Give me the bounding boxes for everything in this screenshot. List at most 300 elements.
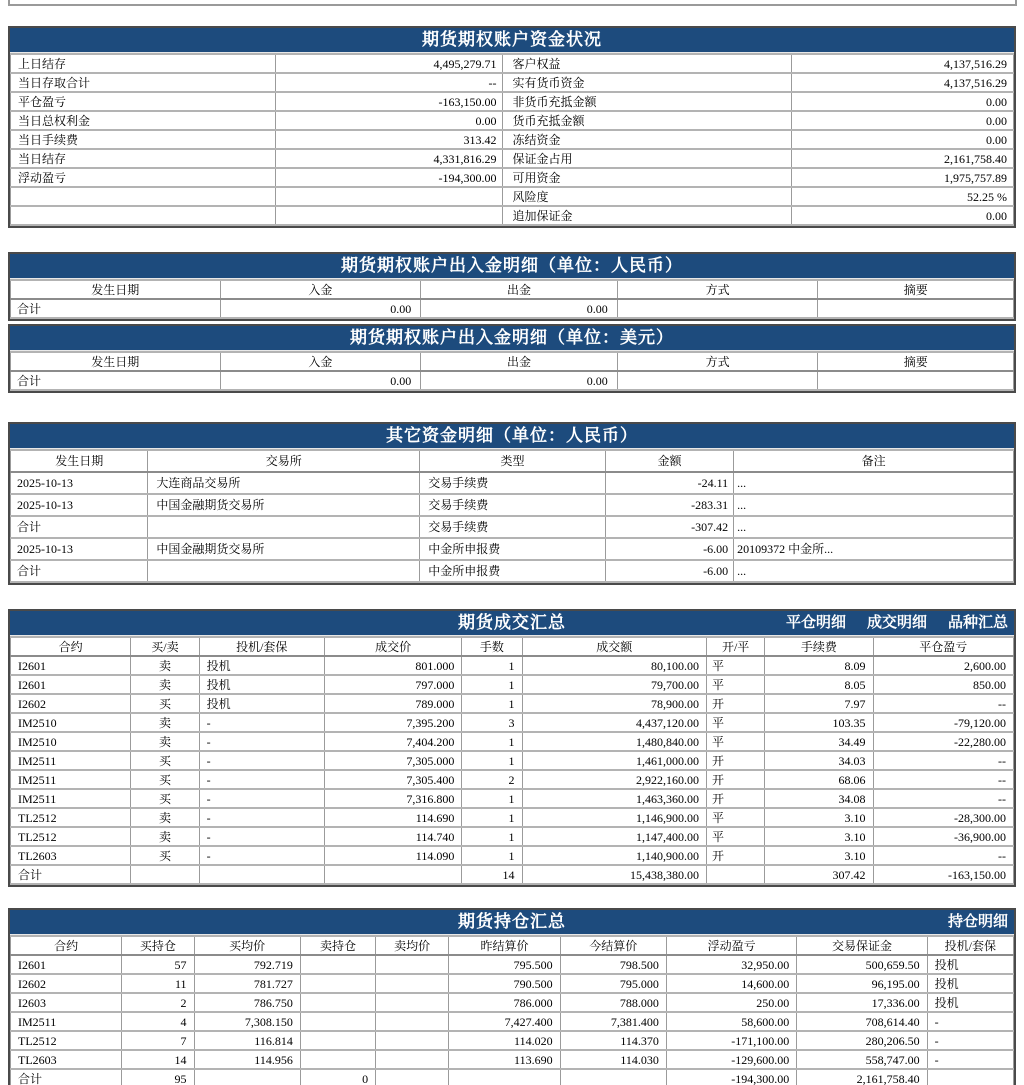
table-row [11,770,1014,789]
cell: 7,305.400 [324,770,461,789]
cell: -24.11 [605,472,733,494]
table-row [11,827,1014,846]
cell: -- [275,73,503,92]
cell: 58,600.00 [666,1012,796,1031]
cell: 合计 [11,1069,122,1085]
cash-flow-usd-section [8,324,1016,393]
cell: 平 [707,713,765,732]
cell: - [199,732,324,751]
cell: 开 [707,846,765,865]
cell: I2603 [11,993,122,1012]
cell: -36,900.00 [873,827,1013,846]
cell: 当日手续费 [11,130,276,149]
table-row [11,299,1014,318]
cell: 1,146,900.00 [522,808,707,827]
cell [148,560,420,582]
cell: I2602 [11,694,131,713]
cell: 788.000 [560,993,666,1012]
cell: 786.000 [449,993,560,1012]
table-row [11,713,1014,732]
cell: - [199,789,324,808]
table-row [11,751,1014,770]
cell: 平 [707,732,765,751]
cell [324,865,461,884]
cell: 投机 [927,955,1013,974]
cell: 合计 [11,299,221,318]
table-row [11,371,1014,390]
cell: TL2512 [11,808,131,827]
cell: 2,922,160.00 [522,770,707,789]
cell: 合计 [11,516,148,538]
cell: 合计 [11,371,221,390]
cell: 平 [707,656,765,675]
column-header: 方式 [617,352,818,371]
cell: 卖 [131,675,199,694]
cell: 786.750 [194,993,300,1012]
cell: 2025-10-13 [11,472,148,494]
cell [300,955,375,974]
other-funds-table [10,449,1014,583]
cell: 1 [462,808,522,827]
cell: 投机 [927,993,1013,1012]
table-row [11,472,1014,494]
cell: 平仓盈亏 [11,92,276,111]
column-header: 投机/套保 [199,637,324,656]
cell: 250.00 [666,993,796,1012]
cell: 795.000 [560,974,666,993]
cell: I2601 [11,955,122,974]
cell: 7,308.150 [194,1012,300,1031]
cell [707,865,765,884]
cell: 500,659.50 [797,955,927,974]
cell: 4,437,120.00 [522,713,707,732]
cell: 1 [462,827,522,846]
cell [376,1031,449,1050]
cell: 8.09 [765,656,873,675]
cell: 买 [131,846,199,865]
cell: 卖 [131,732,199,751]
table-row [11,73,1014,92]
cell: 开 [707,789,765,808]
column-header: 出金 [421,280,618,299]
table-row [11,168,1014,187]
cell: 280,206.50 [797,1031,927,1050]
table-row [11,494,1014,516]
positions-summary-title: 期货持仓汇总 [458,912,566,931]
cell: 中金所申报费 [420,560,606,582]
other-funds-section [8,422,1016,585]
cell: 冻结资金 [503,130,792,149]
cell: 114.030 [560,1050,666,1069]
column-header: 投机/套保 [927,936,1013,955]
cell: 卖 [131,827,199,846]
column-header: 出金 [421,352,618,371]
cell: IM2510 [11,732,131,751]
cell: 114.370 [560,1031,666,1050]
table-row [11,675,1014,694]
cell: 交易手续费 [420,516,606,538]
cell: 4 [122,1012,194,1031]
cell: 开 [707,694,765,713]
cell: 浮动盈亏 [11,168,276,187]
cell: 114.020 [449,1031,560,1050]
cell: 114.740 [324,827,461,846]
cell: 实有货币资金 [503,73,792,92]
cell [199,865,324,884]
cell: I2602 [11,974,122,993]
cell: -6.00 [605,538,733,560]
cell [376,1069,449,1085]
table-row [11,1031,1014,1050]
cell: 113.690 [449,1050,560,1069]
cell: -79,120.00 [873,713,1013,732]
table-row [11,1012,1014,1031]
column-header: 手续费 [765,637,873,656]
cell: 当日总权利金 [11,111,276,130]
cell: 1 [462,789,522,808]
cell: IM2511 [11,751,131,770]
cell: 0.00 [421,299,618,318]
trades-summary-section [8,609,1016,887]
trade-detail-link[interactable]: 成交明细 [866,614,927,631]
column-header: 买持仓 [122,936,194,955]
product-summary-link[interactable]: 品种汇总 [947,614,1008,631]
cell [11,187,276,206]
cell [300,1050,375,1069]
cell: TL2512 [11,827,131,846]
cell: 313.42 [275,130,503,149]
cell: 2025-10-13 [11,538,148,560]
cell: 2 [462,770,522,789]
table-row [11,993,1014,1012]
cell: 非货币充抵金额 [503,92,792,111]
cell: 4,331,816.29 [275,149,503,168]
cell: -163,150.00 [275,92,503,111]
cell: 1 [462,675,522,694]
cell: 790.500 [449,974,560,993]
cash-flow-rmb-title: 期货期权账户出入金明细（单位：人民币） [341,256,683,275]
cell: 7,316.800 [324,789,461,808]
cell: - [199,827,324,846]
cash-flow-usd-table [10,351,1014,391]
cell: IM2511 [11,789,131,808]
cell: 1 [462,751,522,770]
cell: 79,700.00 [522,675,707,694]
cell: 0.00 [792,206,1014,225]
cell: 1,480,840.00 [522,732,707,751]
cell: -163,150.00 [873,865,1013,884]
cell: 买 [131,694,199,713]
cell: 0 [300,1069,375,1085]
column-header: 卖持仓 [300,936,375,955]
cell: -- [873,770,1013,789]
cell: -- [873,694,1013,713]
table-row [11,808,1014,827]
column-header: 摘要 [818,352,1014,371]
cell [131,865,199,884]
cell: 68.06 [765,770,873,789]
cell: 80,100.00 [522,656,707,675]
cell: TL2512 [11,1031,122,1050]
cell: 20109372 中金所... [734,538,1014,560]
cell [376,974,449,993]
column-header: 类型 [420,450,606,472]
cell [148,516,420,538]
cell: -- [873,789,1013,808]
cash-flow-rmb-table [10,279,1014,319]
cash-flow-usd-title-bar [10,326,1014,351]
cell [275,187,503,206]
cell: 2,600.00 [873,656,1013,675]
cell: 大连商品交易所 [148,472,420,494]
cell: IM2511 [11,770,131,789]
cell [818,371,1014,390]
cell: 交易手续费 [420,472,606,494]
cell: 103.35 [765,713,873,732]
cell: 7,427.400 [449,1012,560,1031]
cell: -- [873,846,1013,865]
cell: I2601 [11,675,131,694]
column-header: 成交额 [522,637,707,656]
cell: 交易手续费 [420,494,606,516]
cell: 保证金占用 [503,149,792,168]
cell: -22,280.00 [873,732,1013,751]
cell: - [199,808,324,827]
cell: 14 [462,865,522,884]
table-row [11,538,1014,560]
cell: 3.10 [765,827,873,846]
cell: 116.814 [194,1031,300,1050]
cutoff-table-edge [8,0,1017,6]
cell: 当日存取合计 [11,73,276,92]
cell: 2,161,758.40 [797,1069,927,1085]
cell: - [199,770,324,789]
cell [11,206,276,225]
funds-section-title: 期货期权账户资金状况 [422,30,602,49]
cell [194,1069,300,1085]
cell: 平 [707,827,765,846]
column-header: 合约 [11,637,131,656]
cell: 4,495,279.71 [275,54,503,73]
cell: 78,900.00 [522,694,707,713]
cell: 开 [707,751,765,770]
trades-summary-title-bar [10,611,1014,636]
cell: 平 [707,675,765,694]
table-row [11,974,1014,993]
trades-summary-title: 期货成交汇总 [458,613,566,632]
cell: -194,300.00 [275,168,503,187]
cell: 558,747.00 [797,1050,927,1069]
column-header: 交易所 [148,450,420,472]
cell: 合计 [11,560,148,582]
cell: I2601 [11,656,131,675]
cell: 0.00 [220,299,421,318]
cell: 客户权益 [503,54,792,73]
cell: 开 [707,770,765,789]
table-row [11,789,1014,808]
column-header: 方式 [617,280,818,299]
trades-summary-links [786,611,1008,635]
cell: IM2510 [11,713,131,732]
funds-section [8,26,1016,228]
table-row [11,865,1014,884]
column-header: 昨结算价 [449,936,560,955]
table-row [11,516,1014,538]
cell: 708,614.40 [797,1012,927,1031]
cell [300,1031,375,1050]
cell: - [199,846,324,865]
column-header: 合约 [11,936,122,955]
cell: 1 [462,846,522,865]
cell: 7,395.200 [324,713,461,732]
column-header: 开/平 [707,637,765,656]
column-header: 摘要 [818,280,1014,299]
positions-summary-links [948,910,1008,934]
cell: 3.10 [765,846,873,865]
cell: 投机 [199,656,324,675]
cell: 781.727 [194,974,300,993]
cell: 11 [122,974,194,993]
cell: 风险度 [503,187,792,206]
cell: 34.08 [765,789,873,808]
cell: 0.00 [275,111,503,130]
table-row [11,846,1014,865]
cell: 14,600.00 [666,974,796,993]
other-funds-title-bar [10,424,1014,449]
cell: 7,404.200 [324,732,461,751]
cell: - [199,713,324,732]
cell: 789.000 [324,694,461,713]
cell: 34.49 [765,732,873,751]
cell: 52.25 % [792,187,1014,206]
cell: ... [734,516,1014,538]
column-header: 发生日期 [11,450,148,472]
cell: 卖 [131,713,199,732]
table-row [11,130,1014,149]
cell: 可用资金 [503,168,792,187]
cell [560,1069,666,1085]
cell: 96,195.00 [797,974,927,993]
cell [376,1050,449,1069]
cell: -28,300.00 [873,808,1013,827]
column-header: 金额 [605,450,733,472]
column-header: 手数 [462,637,522,656]
cell: - [199,751,324,770]
table-row [11,149,1014,168]
cell: - [927,1012,1013,1031]
cell [376,955,449,974]
column-header: 入金 [220,352,421,371]
positions-summary-section [8,908,1016,1085]
cell: 114.956 [194,1050,300,1069]
cell: 7.97 [765,694,873,713]
cell [376,1012,449,1031]
cell: 57 [122,955,194,974]
cell: 投机 [927,974,1013,993]
cell: - [927,1050,1013,1069]
cell [300,974,375,993]
table-row [11,1069,1014,1085]
cell: 798.500 [560,955,666,974]
cell: TL2603 [11,846,131,865]
positions-summary-title-bar [10,910,1014,935]
other-funds-title: 其它资金明细（单位：人民币） [386,426,638,445]
column-header: 备注 [734,450,1014,472]
cell: 当日结存 [11,149,276,168]
position-detail-link[interactable]: 持仓明细 [947,913,1008,930]
column-header: 交易保证金 [797,936,927,955]
cell [300,993,375,1012]
cell: 95 [122,1069,194,1085]
cell: 中国金融期货交易所 [148,494,420,516]
column-header: 今结算价 [560,936,666,955]
cell: 买 [131,751,199,770]
cell: 797.000 [324,675,461,694]
cell [927,1069,1013,1085]
cell: 17,336.00 [797,993,927,1012]
cell: 投机 [199,675,324,694]
cell: -171,100.00 [666,1031,796,1050]
cell: 114.690 [324,808,461,827]
cell: -194,300.00 [666,1069,796,1085]
cash-flow-rmb-title-bar [10,254,1014,279]
cell [300,1012,375,1031]
cell: 0.00 [792,130,1014,149]
table-row [11,206,1014,225]
cell: 114.090 [324,846,461,865]
cell: 平 [707,808,765,827]
cell: 795.500 [449,955,560,974]
cell: 1,147,400.00 [522,827,707,846]
cell: -- [873,751,1013,770]
cell [449,1069,560,1085]
close-position-detail-link[interactable]: 平仓明细 [785,614,846,631]
table-row [11,560,1014,582]
cell: 上日结存 [11,54,276,73]
header-row [11,637,1014,656]
cell: 合计 [11,865,131,884]
cell: 1 [462,694,522,713]
cell: 买 [131,770,199,789]
cell: 卖 [131,808,199,827]
funds-title-bar [10,28,1014,53]
cell: 0.00 [220,371,421,390]
table-row [11,54,1014,73]
cell: 34.03 [765,751,873,770]
cell: ... [734,494,1014,516]
cell: -283.31 [605,494,733,516]
table-row [11,732,1014,751]
trades-summary-table [10,636,1014,885]
cell: 7,381.400 [560,1012,666,1031]
cell: TL2603 [11,1050,122,1069]
cell: 买 [131,789,199,808]
cell: 中国金融期货交易所 [148,538,420,560]
cell [617,371,818,390]
cell: 801.000 [324,656,461,675]
table-row [11,187,1014,206]
cell: 1,461,000.00 [522,751,707,770]
cell: 0.00 [792,111,1014,130]
column-header: 买均价 [194,936,300,955]
cell [376,993,449,1012]
column-header: 发生日期 [11,352,221,371]
cell: 4,137,516.29 [792,54,1014,73]
cell: 7 [122,1031,194,1050]
cell: 14 [122,1050,194,1069]
cell: 307.42 [765,865,873,884]
cell: - [927,1031,1013,1050]
